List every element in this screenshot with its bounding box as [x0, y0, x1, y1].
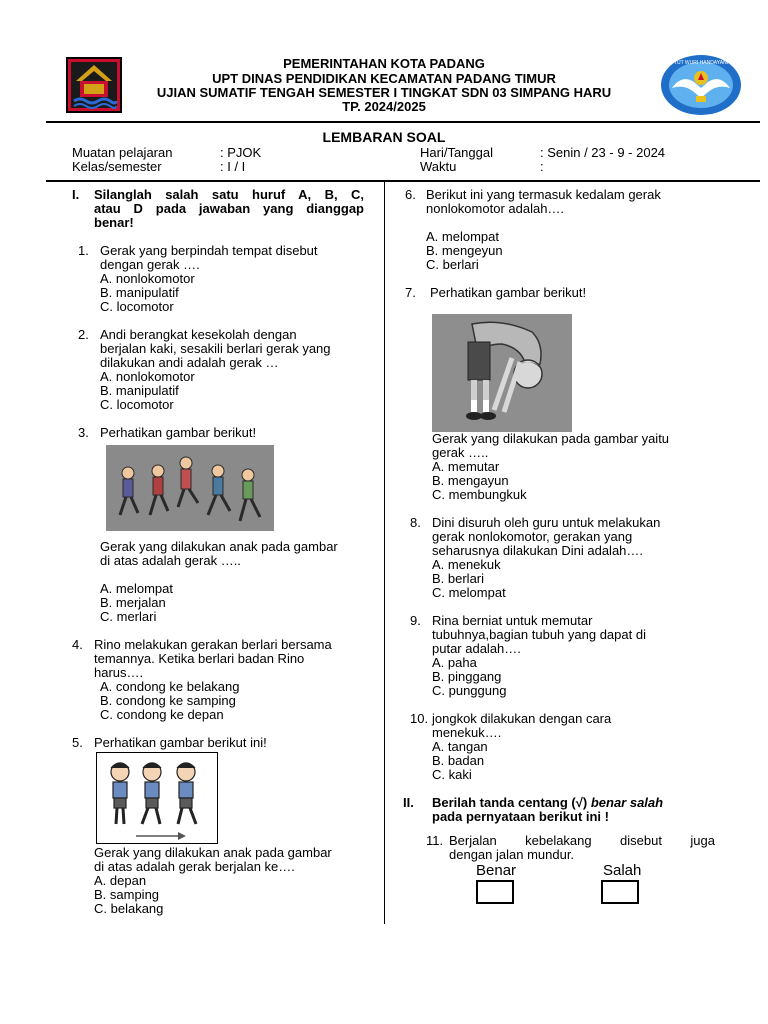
q2-text-line-3: dilakukan andi adalah gerak …: [100, 355, 279, 370]
section-2-instruction-italic: benar salah: [590, 795, 664, 810]
q11-text-line-2: dengan jalan mundur.: [449, 847, 575, 862]
q9-text-line-2: tubuhnya,bagian tubuh yang dapat di: [432, 627, 646, 642]
q6-option-a[interactable]: A. melompat: [426, 229, 499, 244]
q4-text-line-3: harus….: [94, 665, 144, 680]
q9-option-c[interactable]: C. punggung: [432, 683, 507, 698]
section-2-instruction-line-2: pada pernyataan berikut ini !: [432, 809, 609, 824]
q7-after-line-2: gerak …..: [432, 445, 489, 460]
date-value: : Senin / 23 - 9 - 2024: [540, 145, 666, 160]
q5-option-b[interactable]: B. samping: [94, 887, 160, 902]
q11-benar-label: Benar: [476, 862, 517, 879]
q3-option-b[interactable]: B. merjalan: [100, 595, 166, 610]
q3-running-children-image: [106, 445, 274, 531]
q9-text-line-1: Rina berniat untuk memutar: [432, 613, 593, 628]
q6-number: 6.: [405, 187, 416, 202]
q4-option-a[interactable]: A. condong ke belakang: [100, 679, 240, 694]
q5-after-line-1: Gerak yang dilakukan anak pada gambar: [94, 845, 332, 860]
q11-word-4: juga: [690, 833, 715, 848]
q5-option-c[interactable]: C. belakang: [94, 901, 164, 916]
section-2-instruction-main: Berilah tanda centang (√): [432, 795, 591, 810]
q7-text-line-1: Perhatikan gambar berikut!: [430, 285, 587, 300]
q9-option-b[interactable]: B. pinggang: [432, 669, 502, 684]
header-line-3: UJIAN SUMATIF TENGAH SEMESTER I TINGKAT SDN 03 SIMPANG HARU: [156, 85, 612, 100]
q4-text-line-2: temannya. Ketika berlari badan Rino: [94, 651, 305, 666]
q5-walking-sideways-image: [96, 752, 218, 844]
q11-benar-checkbox[interactable]: [476, 880, 514, 904]
q10-text-line-1: jongkok dilakukan dengan cara: [432, 711, 612, 726]
column-divider: [384, 182, 385, 924]
section-2-instruction-line-1: [432, 796, 663, 810]
section-2-number: II.: [403, 795, 414, 810]
q8-text-line-3: seharusnya dilakukan Dini adalah….: [432, 543, 644, 558]
q6-option-c[interactable]: C. berlari: [426, 257, 479, 272]
q2-text-line-2: berjalan kaki, sesakili berlari gerak yang: [100, 341, 331, 356]
q7-number: 7.: [405, 285, 416, 300]
q5-text-line-1: Perhatikan gambar berikut ini!: [94, 735, 267, 750]
subject-label: Muatan pelajaran: [72, 145, 173, 160]
header-line-2: UPT DINAS PENDIDIKAN KECAMATAN PADANG TIMUR: [212, 71, 556, 86]
q6-option-b[interactable]: B. mengeyun: [426, 243, 503, 258]
q7-option-a[interactable]: A. memutar: [432, 459, 500, 474]
logo-ring-text: TUT WURI HANDAYANI: [673, 60, 729, 66]
class-label: Kelas/semester: [72, 159, 162, 174]
q9-text-line-3: putar adalah….: [432, 641, 521, 656]
q3-option-c[interactable]: C. merlari: [100, 609, 157, 624]
q11-salah-checkbox[interactable]: [601, 880, 639, 904]
header-line-4: TP. 2024/2025: [342, 99, 426, 114]
q11-text-line-1: [449, 834, 715, 848]
subject-value: : PJOK: [220, 145, 262, 160]
q1-option-b[interactable]: B. manipulatif: [100, 285, 179, 300]
header-line-1: PEMERINTAHAN KOTA PADANG: [283, 56, 485, 71]
q2-number: 2.: [78, 327, 89, 342]
q7-after-line-1: Gerak yang dilakukan pada gambar yaitu: [432, 431, 670, 446]
q2-text-line-1: Andi berangkat kesekolah dengan: [100, 327, 297, 342]
q6-text-line-2: nonlokomotor adalah….: [426, 201, 565, 216]
q10-number: 10.: [410, 711, 429, 726]
q3-option-a[interactable]: A. melompat: [100, 581, 173, 596]
q1-text-line-1: Gerak yang berpindah tempat disebut: [100, 243, 318, 258]
q8-number: 8.: [410, 515, 421, 530]
q8-option-b[interactable]: B. berlari: [432, 571, 485, 586]
q7-option-b[interactable]: B. mengayun: [432, 473, 509, 488]
q4-option-c[interactable]: C. condong ke depan: [100, 707, 224, 722]
q4-text-line-1: Rino melakukan gerakan berlari bersama: [94, 637, 332, 652]
date-label: Hari/Tanggal: [420, 145, 493, 160]
q11-word-1: Berjalan: [449, 833, 497, 848]
q3-after-line-1: Gerak yang dilakukan anak pada gambar: [100, 539, 338, 554]
q1-text-line-2: dengan gerak ….: [100, 257, 200, 272]
q8-option-c[interactable]: C. melompat: [432, 585, 506, 600]
q5-after-line-2: di atas adalah gerak berjalan ke….: [94, 859, 295, 874]
q10-option-a[interactable]: A. tangan: [432, 739, 488, 754]
q7-option-c[interactable]: C. membungkuk: [432, 487, 527, 502]
header-divider: [46, 121, 760, 123]
q6-text-line-1: Berikut ini yang termasuk kedalam gerak: [426, 187, 661, 202]
q2-option-b[interactable]: B. manipulatif: [100, 383, 179, 398]
q5-option-a[interactable]: A. depan: [94, 873, 147, 888]
q8-option-a[interactable]: A. menekuk: [432, 557, 501, 572]
class-value: : I / I: [220, 159, 246, 174]
q1-number: 1.: [78, 243, 89, 258]
sheet-title: LEMBARAN SOAL: [322, 129, 446, 145]
q2-option-c[interactable]: C. locomotor: [100, 397, 174, 412]
section-1-number: I.: [72, 187, 80, 202]
q1-option-a[interactable]: A. nonlokomotor: [100, 271, 195, 286]
q10-option-c[interactable]: C. kaki: [432, 767, 472, 782]
q11-number: 11.: [426, 833, 444, 848]
q9-option-a[interactable]: A. paha: [432, 655, 477, 670]
q5-number: 5.: [72, 735, 83, 750]
time-label: Waktu: [420, 159, 457, 174]
q4-option-b[interactable]: B. condong ke samping: [100, 693, 236, 708]
q10-text-line-2: menekuk….: [432, 725, 502, 740]
info-divider: [46, 180, 760, 182]
q3-number: 3.: [78, 425, 89, 440]
q9-number: 9.: [410, 613, 421, 628]
section-1-instruction-line-2: atau D pada jawaban yang dianggap: [94, 201, 364, 216]
q11-word-3: disebut: [620, 833, 662, 848]
q8-text-line-1: Dini disuruh oleh guru untuk melakukan: [432, 515, 661, 530]
q4-number: 4.: [72, 637, 83, 652]
q3-text-line-1: Perhatikan gambar berikut!: [100, 425, 257, 440]
q7-bending-boy-image: [432, 314, 572, 432]
q8-text-line-2: gerak nonlokomotor, gerakan yang: [432, 529, 633, 544]
section-1-instruction-line-3: benar!: [94, 215, 134, 230]
q2-option-a[interactable]: A. nonlokomotor: [100, 369, 195, 384]
q11-word-2: kebelakang: [525, 833, 592, 848]
section-1-instruction-line-1: Silanglah salah satu huruf A, B, C,: [94, 187, 364, 202]
q3-after-line-2: di atas adalah gerak …..: [100, 553, 241, 568]
q11-salah-label: Salah: [603, 862, 642, 879]
q1-option-c[interactable]: C. locomotor: [100, 299, 174, 314]
time-value: :: [540, 159, 544, 174]
q10-option-b[interactable]: B. badan: [432, 753, 485, 768]
